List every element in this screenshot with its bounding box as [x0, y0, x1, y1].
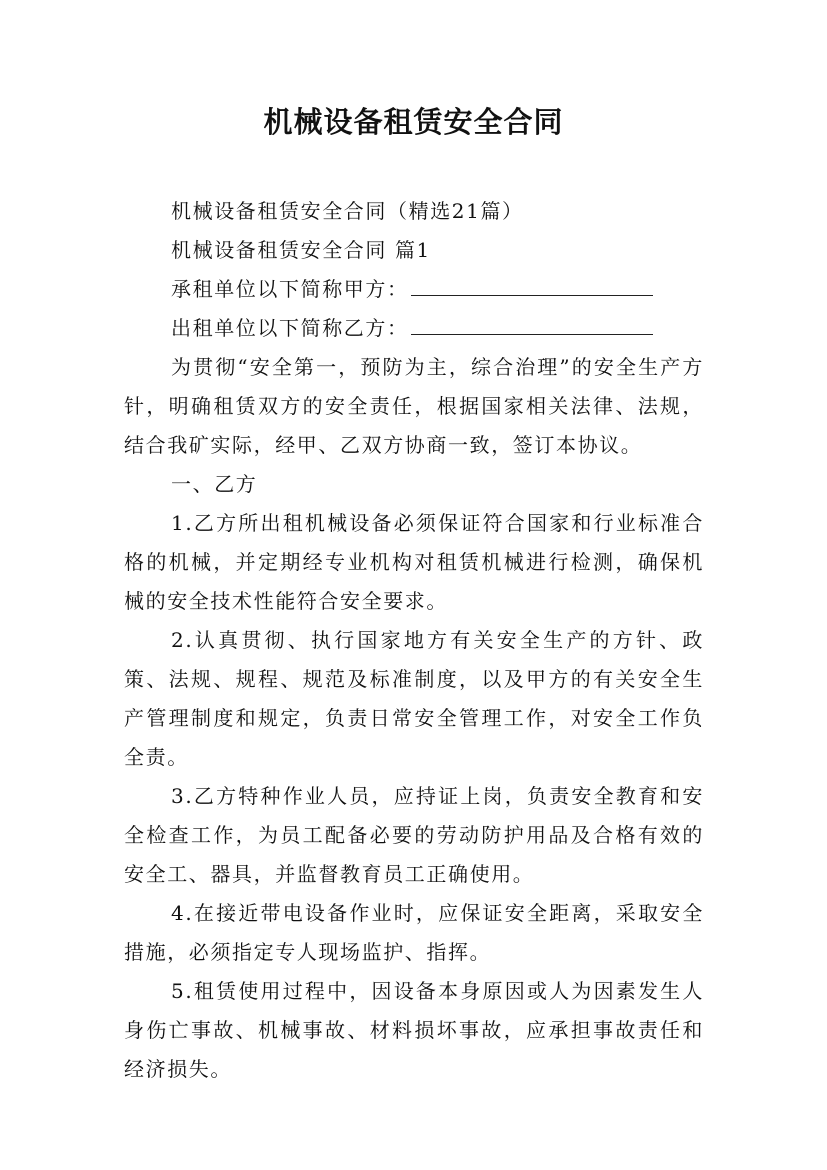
lessee-line: [124, 270, 704, 309]
lessor-line: [124, 309, 704, 348]
clause-4: 4.在接近带电设备作业时，应保证安全距离，采取安全措施，必须指定专人现场监护、指挥。: [124, 901, 704, 964]
lessor-blank-line: [411, 309, 653, 335]
lessee-label: 承租单位以下简称甲方：: [171, 277, 409, 301]
lessor-label: 出租单位以下简称乙方：: [171, 316, 409, 340]
clause-2: 2.认真贯彻、执行国家地方有关安全生产的方针、政策、法规、规程、规范及标准制度，以及甲方的有关安全生产管理制度和规定，负责日常安全管理工作，对安全工作负全责。: [124, 628, 704, 769]
document-subtitle: 机械设备租赁安全合同（精选21篇）: [171, 199, 524, 223]
lessee-blank-line: [411, 270, 653, 296]
document-title: 机械设备租赁安全合同: [263, 105, 564, 139]
section-1-heading: 一、乙方: [171, 472, 258, 496]
clause-5: 5.租赁使用过程中，因设备本身原因或人为因素发生人身伤亡事故、机械事故、材料损坏事故，应承担事故责任和经济损失。: [124, 979, 704, 1081]
article-heading: 机械设备租赁安全合同 篇1: [171, 238, 431, 262]
document-body: [124, 192, 704, 1089]
intro-paragraph: 为贯彻“安全第一，预防为主，综合治理”的安全生产方针，明确租赁双方的安全责任，根据国家相关法律、法规，结合我矿实际，经甲、乙双方协商一致，签订本协议。: [124, 355, 704, 457]
clause-1: 1.乙方所出租机械设备必须保证符合国家和行业标准合格的机械，并定期经专业机构对租赁机械进行检测，确保机械的安全技术性能符合安全要求。: [124, 511, 704, 613]
clause-3: 3.乙方特种作业人员，应持证上岗，负责安全教育和安全检查工作，为员工配备必要的劳动防护用品及合格有效的安全工、器具，并监督教育员工正确使用。: [124, 784, 704, 886]
